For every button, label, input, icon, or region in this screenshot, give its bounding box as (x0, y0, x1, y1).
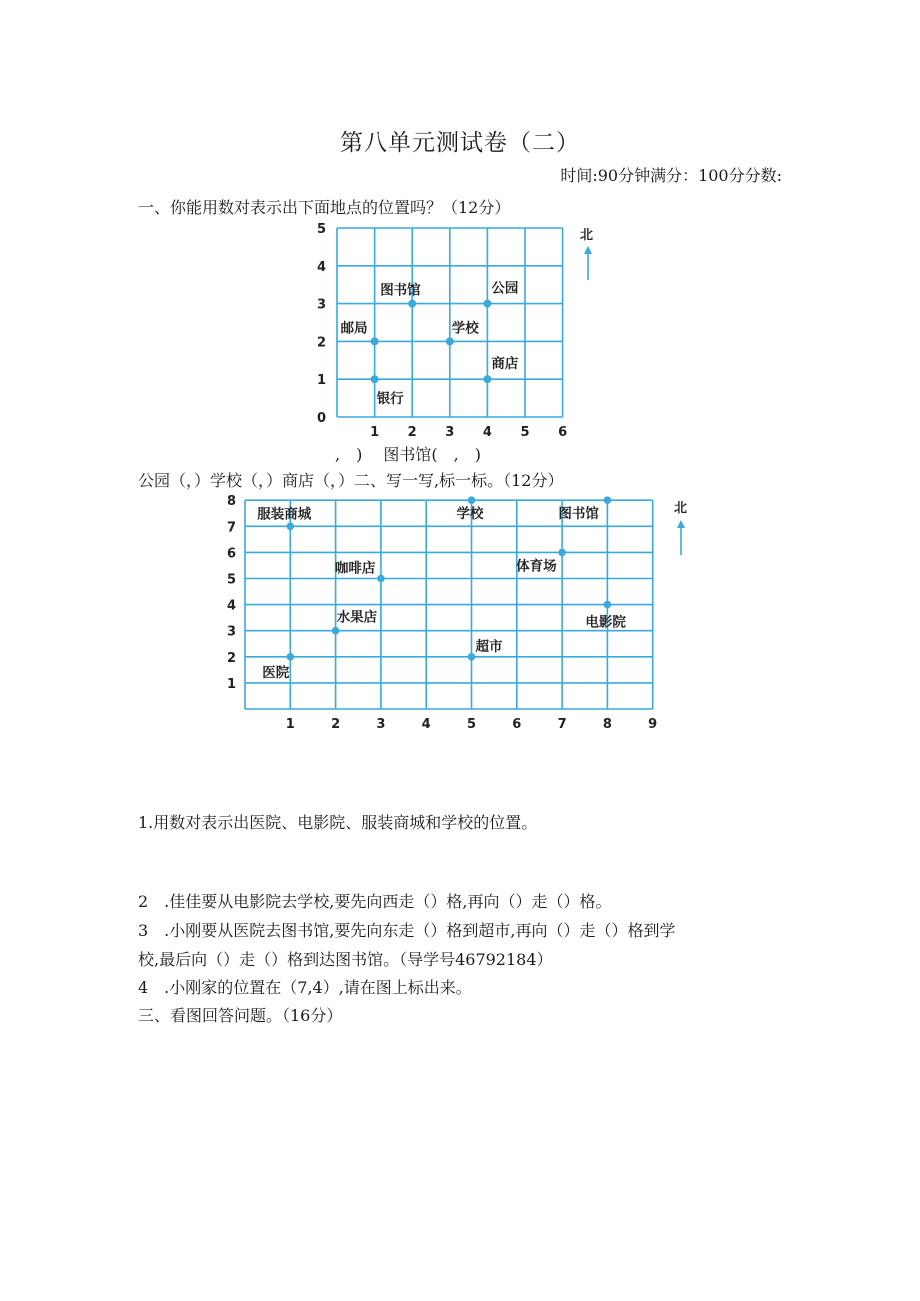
q1-heading: 一、你能用数对表示出下面地点的位置吗？（12分） (138, 198, 511, 217)
map2-point (468, 653, 476, 661)
map2-place-label: 体育场 (516, 558, 557, 575)
map2-x-tick: 4 (421, 717, 431, 732)
map2-point (377, 575, 385, 583)
page-title: 第八单元测试卷（二） (340, 130, 580, 156)
map2-point (332, 627, 340, 635)
map2-y-tick: 8 (226, 494, 236, 510)
map1-y-tick: 3 (316, 297, 326, 313)
map2-x-tick: 3 (376, 717, 386, 732)
map1-y-tick: 5 (316, 222, 326, 237)
q1-answer-row-2: 公园（，）学校（，）商店（，）二、写一写,标一标。（12分） (138, 471, 564, 490)
q2-subquestion-3-cont: 校,最后向（）走（）格到达图书馆。（导学号46792184） (138, 950, 553, 969)
map2-y-tick: 1 (226, 676, 236, 692)
map2-place-label: 服装商城 (257, 506, 312, 523)
map1-x-tick: 6 (558, 425, 568, 440)
map2-x-tick: 6 (512, 717, 522, 732)
map2-y-tick: 6 (226, 546, 236, 562)
map2-point (287, 523, 295, 531)
map1-place-label: 图书馆 (380, 282, 421, 299)
exam-meta: 时间:90分钟满分：100分分数: (560, 166, 782, 185)
q2-subquestion-1: 1.用数对表示出医院、电影院、服装商城和学校的位置。 (138, 813, 538, 832)
map2-place-label: 医院 (262, 664, 290, 681)
map2-x-tick: 5 (466, 717, 477, 732)
map1-x-tick: 2 (407, 425, 417, 440)
map2-place-label: 水果店 (336, 609, 378, 626)
map1-place-label: 公园 (491, 280, 519, 297)
map2-point (604, 496, 612, 504)
map2-x-tick: 7 (557, 717, 567, 732)
map2-y-tick: 5 (226, 572, 236, 588)
map2-place-label: 电影院 (585, 614, 626, 631)
map2-place-label: 图书馆 (558, 506, 599, 523)
map2-north-arrow-icon (677, 520, 685, 555)
map1-place-label: 银行 (376, 391, 404, 408)
map2-y-tick: 3 (226, 624, 236, 640)
map2-x-tick: 8 (602, 717, 612, 732)
q2-subquestion-4: 4 .小刚家的位置在（7,4）,请在图上标出来。 (138, 978, 472, 997)
map2-x-tick: 1 (285, 717, 295, 732)
q3-heading: 三、看图回答问题。（16分） (138, 1006, 343, 1025)
map2-point (604, 601, 612, 609)
map1-y-tick: 2 (316, 335, 326, 351)
map2-x-tick: 9 (648, 717, 658, 732)
map1-y-tick: 4 (316, 259, 326, 275)
map1-x-tick: 1 (370, 425, 380, 440)
map1-y-tick: 1 (316, 373, 326, 389)
map2-north-label: 北 (674, 501, 688, 516)
map1-y-tick: 0 (316, 411, 326, 426)
q2-subquestion-2: 2 .佳佳要从电影院去学校,要先向西走（）格,再向（）走（）格。 (138, 892, 612, 911)
q1-answer-row: , ) 图书馆( , ) (335, 445, 481, 464)
map2-y-tick: 4 (226, 598, 236, 614)
map2-place-label: 咖啡店 (334, 560, 376, 577)
map1-place-label: 邮局 (340, 320, 368, 337)
map2-point (468, 496, 476, 504)
q2-subquestion-3: 3 .小刚要从医院去图书馆,要先向东走（）格到超市,再向（）走（）格到学 (138, 921, 676, 940)
map2-place-label: 超市 (475, 638, 503, 655)
map2-x-tick: 2 (331, 717, 341, 732)
map1-x-tick: 3 (445, 425, 455, 440)
map2-y-tick: 2 (226, 650, 236, 666)
map2-y-tick: 7 (226, 520, 236, 536)
map2-point (558, 549, 566, 557)
map2-gridlines (245, 500, 653, 709)
map2-point (287, 653, 295, 661)
map1-x-tick: 4 (482, 425, 492, 440)
map1-x-tick: 5 (520, 425, 530, 440)
map1-place-label: 商店 (491, 356, 519, 373)
map2-place-label: 学校 (456, 506, 484, 523)
map1-north-label: 北 (580, 228, 594, 243)
map1-place-label: 学校 (451, 320, 479, 337)
